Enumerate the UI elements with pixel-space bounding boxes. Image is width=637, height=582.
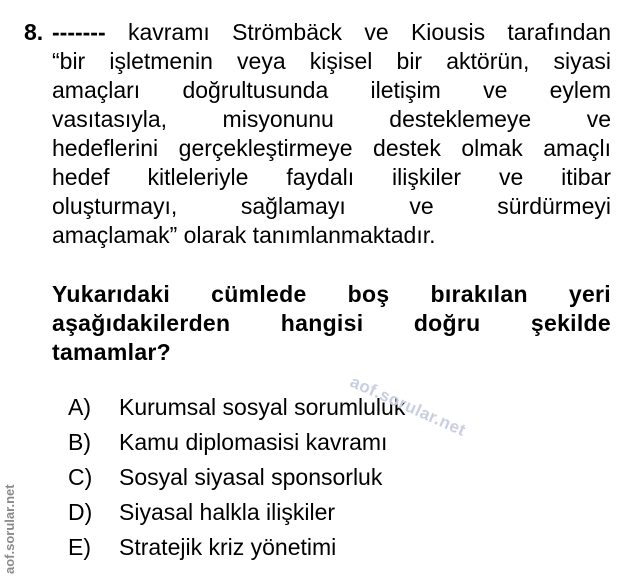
blank-placeholder: ------- — [52, 19, 106, 45]
watermark-diagonal: aof.sorular.net — [347, 372, 469, 441]
answer-options — [68, 390, 405, 565]
watermark-side: aof.sorular.net — [2, 484, 17, 574]
question-stem — [52, 18, 611, 250]
stem-line-8: amaçlamak” olarak tanımlanmaktadır. — [52, 222, 436, 248]
option-letter: C) — [68, 464, 93, 490]
option-text: Kurumsal sosyal sorumluluk — [119, 394, 406, 420]
option-a[interactable] — [68, 390, 405, 425]
prompt-line-1: Yukarıdaki cümlede boş bırakılan yeri — [52, 281, 611, 307]
option-letter: D) — [68, 499, 93, 525]
stem-line-7: oluşturmayı, sağlamayı ve sürdürmeyi — [52, 193, 611, 219]
stem-line-4: vasıtasıyla, misyonunu desteklemeye ve — [52, 106, 611, 132]
option-d[interactable] — [68, 495, 405, 530]
option-text: Stratejik kriz yönetimi — [119, 534, 337, 560]
stem-line-3: amaçları doğrultusunda iletişim ve eylem — [52, 77, 611, 103]
option-text: Sosyal siyasal sponsorluk — [119, 464, 383, 490]
option-text: Siyasal halkla ilişkiler — [119, 499, 336, 525]
option-letter: B) — [68, 429, 91, 455]
question-prompt — [52, 280, 611, 367]
stem-line-2: “bir işletmenin veya kişisel bir aktörün, siyasi — [52, 48, 611, 74]
option-text: Kamu diplomasisi kavramı — [119, 429, 388, 455]
stem-line-5: hedeflerini gerçekleştirmeye destek olmak amaçlı — [52, 135, 611, 161]
stem-line-1: ------- kavramı Strömbäck ve Kiousis tarafından — [52, 19, 611, 45]
option-e[interactable] — [68, 530, 405, 565]
prompt-line-3: tamamlar? — [52, 339, 172, 365]
option-b[interactable] — [68, 425, 405, 460]
option-letter: E) — [68, 534, 91, 560]
prompt-line-2: aşağıdakilerden hangisi doğru şekilde — [52, 310, 611, 336]
question-number: 8. — [24, 19, 44, 45]
stem-line-6: hedef kitleleriyle faydalı ilişkiler ve itibar — [52, 164, 611, 190]
option-letter: A) — [68, 394, 91, 420]
option-c[interactable] — [68, 460, 405, 495]
